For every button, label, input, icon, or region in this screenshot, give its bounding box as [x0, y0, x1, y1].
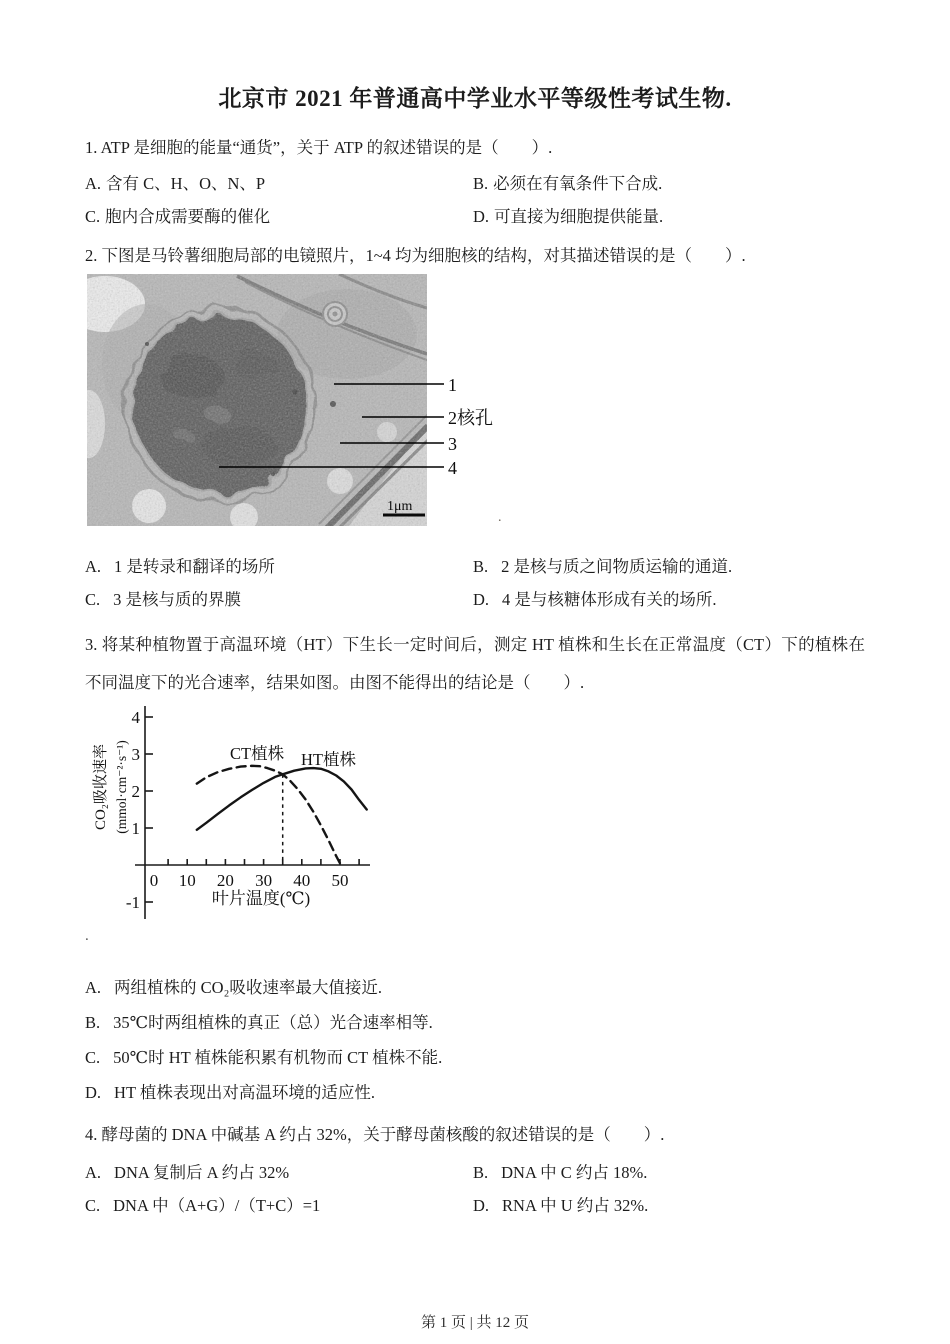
option-label: D.: [473, 590, 490, 609]
y-axis-units: (mmol·cm⁻²·s⁻¹): [114, 740, 129, 834]
option-3d: [85, 1075, 865, 1110]
option-3a: [85, 970, 865, 1005]
option-2d: [473, 583, 865, 616]
question-4-stem: 4. 酵母菌的 DNA 中碱基 A 约占 32%，关于酵母菌核酸的叙述错误的是（ ）.: [85, 1125, 665, 1144]
option-label: D.: [473, 1196, 490, 1215]
figure-label-1: 1: [448, 375, 457, 395]
question-1-options: [85, 167, 865, 233]
option-label: C.: [85, 1048, 101, 1067]
option-text: 含有 C、H、O、N、P: [106, 174, 266, 193]
option-4c: [85, 1189, 473, 1222]
option-label: A.: [85, 557, 102, 576]
photosynthesis-chart-figure: [85, 702, 865, 924]
micrograph-svg: [87, 274, 507, 532]
question-2-stem: 2. 下图是马铃薯细胞局部的电镜照片，1~4 均为细胞核的结构，对其描述错误的是（ ）.: [85, 246, 746, 265]
page-title: 北京市 2021 年普通高中学业水平等级性考试生物.: [218, 86, 732, 111]
option-label: D.: [473, 207, 490, 226]
option-text: 必须在有氧条件下合成.: [493, 174, 663, 193]
y-tick-label: 2: [131, 782, 140, 801]
option-label: C.: [85, 590, 101, 609]
x-tick-label: 40: [293, 871, 311, 890]
x-tick-label: 0: [149, 871, 159, 890]
line-chart-svg: [85, 702, 445, 924]
question-4-options: [85, 1156, 865, 1222]
option-label: B.: [473, 557, 489, 576]
option-text: 2 是核与质之间物质运输的通道.: [501, 557, 733, 576]
x-axis-title: 叶片温度(℃): [211, 889, 311, 908]
y-tick-label: -1: [125, 893, 140, 912]
option-text: DNA 复制后 A 约占 32%: [114, 1163, 290, 1182]
option-3b: [85, 1005, 865, 1040]
option-1b: [473, 167, 865, 200]
question-1-stem: 1. ATP 是细胞的能量“通货”，关于 ATP 的叙述错误的是（ ）.: [85, 138, 553, 157]
option-text: HT 植株表现出对高温环境的适应性.: [114, 1083, 375, 1102]
x-tick-label: 50: [331, 871, 349, 890]
series-curve-ht: [197, 768, 367, 830]
question-2-options: [85, 550, 865, 616]
question-3: [85, 626, 865, 1110]
micrograph-image: [87, 274, 428, 531]
option-text: DNA 中 C 约占 18%.: [501, 1163, 648, 1182]
option-text: 4 是与核糖体形成有关的场所.: [502, 590, 717, 609]
option-text: 35℃时两组植株的真正（总）光合速率相等.: [113, 1013, 433, 1032]
option-label: B.: [85, 1013, 101, 1032]
question-1: [85, 135, 865, 233]
option-4d: [473, 1189, 865, 1222]
option-4b: [473, 1156, 865, 1189]
option-1c: [85, 200, 473, 233]
option-label: A.: [85, 1163, 102, 1182]
question-4: [85, 1122, 865, 1222]
scale-bar-label: 1μm: [387, 499, 413, 514]
option-text: 3 是核与质的界膜: [113, 590, 242, 609]
option-1d: [473, 200, 865, 233]
option-label: A.: [85, 978, 102, 997]
page-footer: 第 1 页 | 共 12 页: [420, 1315, 529, 1331]
figure-label-3: 3: [448, 434, 457, 454]
option-text: RNA 中 U 约占 32%.: [502, 1196, 649, 1215]
option-2a: [85, 550, 473, 583]
y-axis-title: CO₂吸收速率: [93, 743, 109, 831]
electron-micrograph-figure: [87, 274, 865, 532]
x-tick-label: 20: [216, 871, 234, 890]
figure-label-4: 4: [448, 458, 457, 478]
option-2c: [85, 583, 473, 616]
option-text: 胞内合成需要酶的催化: [105, 207, 271, 226]
figure-label-2-nuclear-pore: 2核孔: [448, 408, 493, 428]
option-label: D.: [85, 1083, 102, 1102]
stray-period-line: .: [85, 928, 89, 944]
option-4a: [85, 1156, 473, 1189]
question-3-stem: 3. 将某种植物置于高温环境（HT）下生长一定时间后，测定 HT 植株和生长在正常温度（CT）下的植株在不同温度下的光合速率，结果如图。由图不能得出的结论是（ ）.: [85, 635, 865, 692]
option-label: B.: [473, 1163, 489, 1182]
option-text: 1 是转录和翻译的场所: [114, 557, 275, 576]
option-3c: [85, 1040, 865, 1075]
series-label-ht: HT植株: [301, 750, 356, 769]
x-tick-label: 30: [255, 871, 273, 890]
option-label: C.: [85, 207, 101, 226]
y-tick-label: 1: [131, 819, 140, 838]
option-2b: [473, 550, 865, 583]
y-tick-label: 3: [131, 745, 140, 764]
stray-period: .: [498, 510, 502, 525]
y-tick-label: 4: [131, 708, 140, 727]
option-1a: [85, 167, 473, 200]
option-label: C.: [85, 1196, 101, 1215]
option-text: 50℃时 HT 植株能积累有机物而 CT 植株不能.: [113, 1048, 443, 1067]
option-text: 两组植株的 CO₂吸收速率最大值接近.: [114, 978, 382, 997]
option-label: A.: [85, 174, 102, 193]
option-text: 可直接为细胞提供能量.: [494, 207, 664, 226]
option-label: B.: [473, 174, 489, 193]
option-text: DNA 中（A+G）/（T+C）=1: [113, 1196, 321, 1215]
question-3-options: [85, 970, 865, 1110]
x-tick-label: 10: [178, 871, 196, 890]
question-2: [85, 243, 865, 616]
series-label-ct: CT植株: [230, 744, 285, 763]
